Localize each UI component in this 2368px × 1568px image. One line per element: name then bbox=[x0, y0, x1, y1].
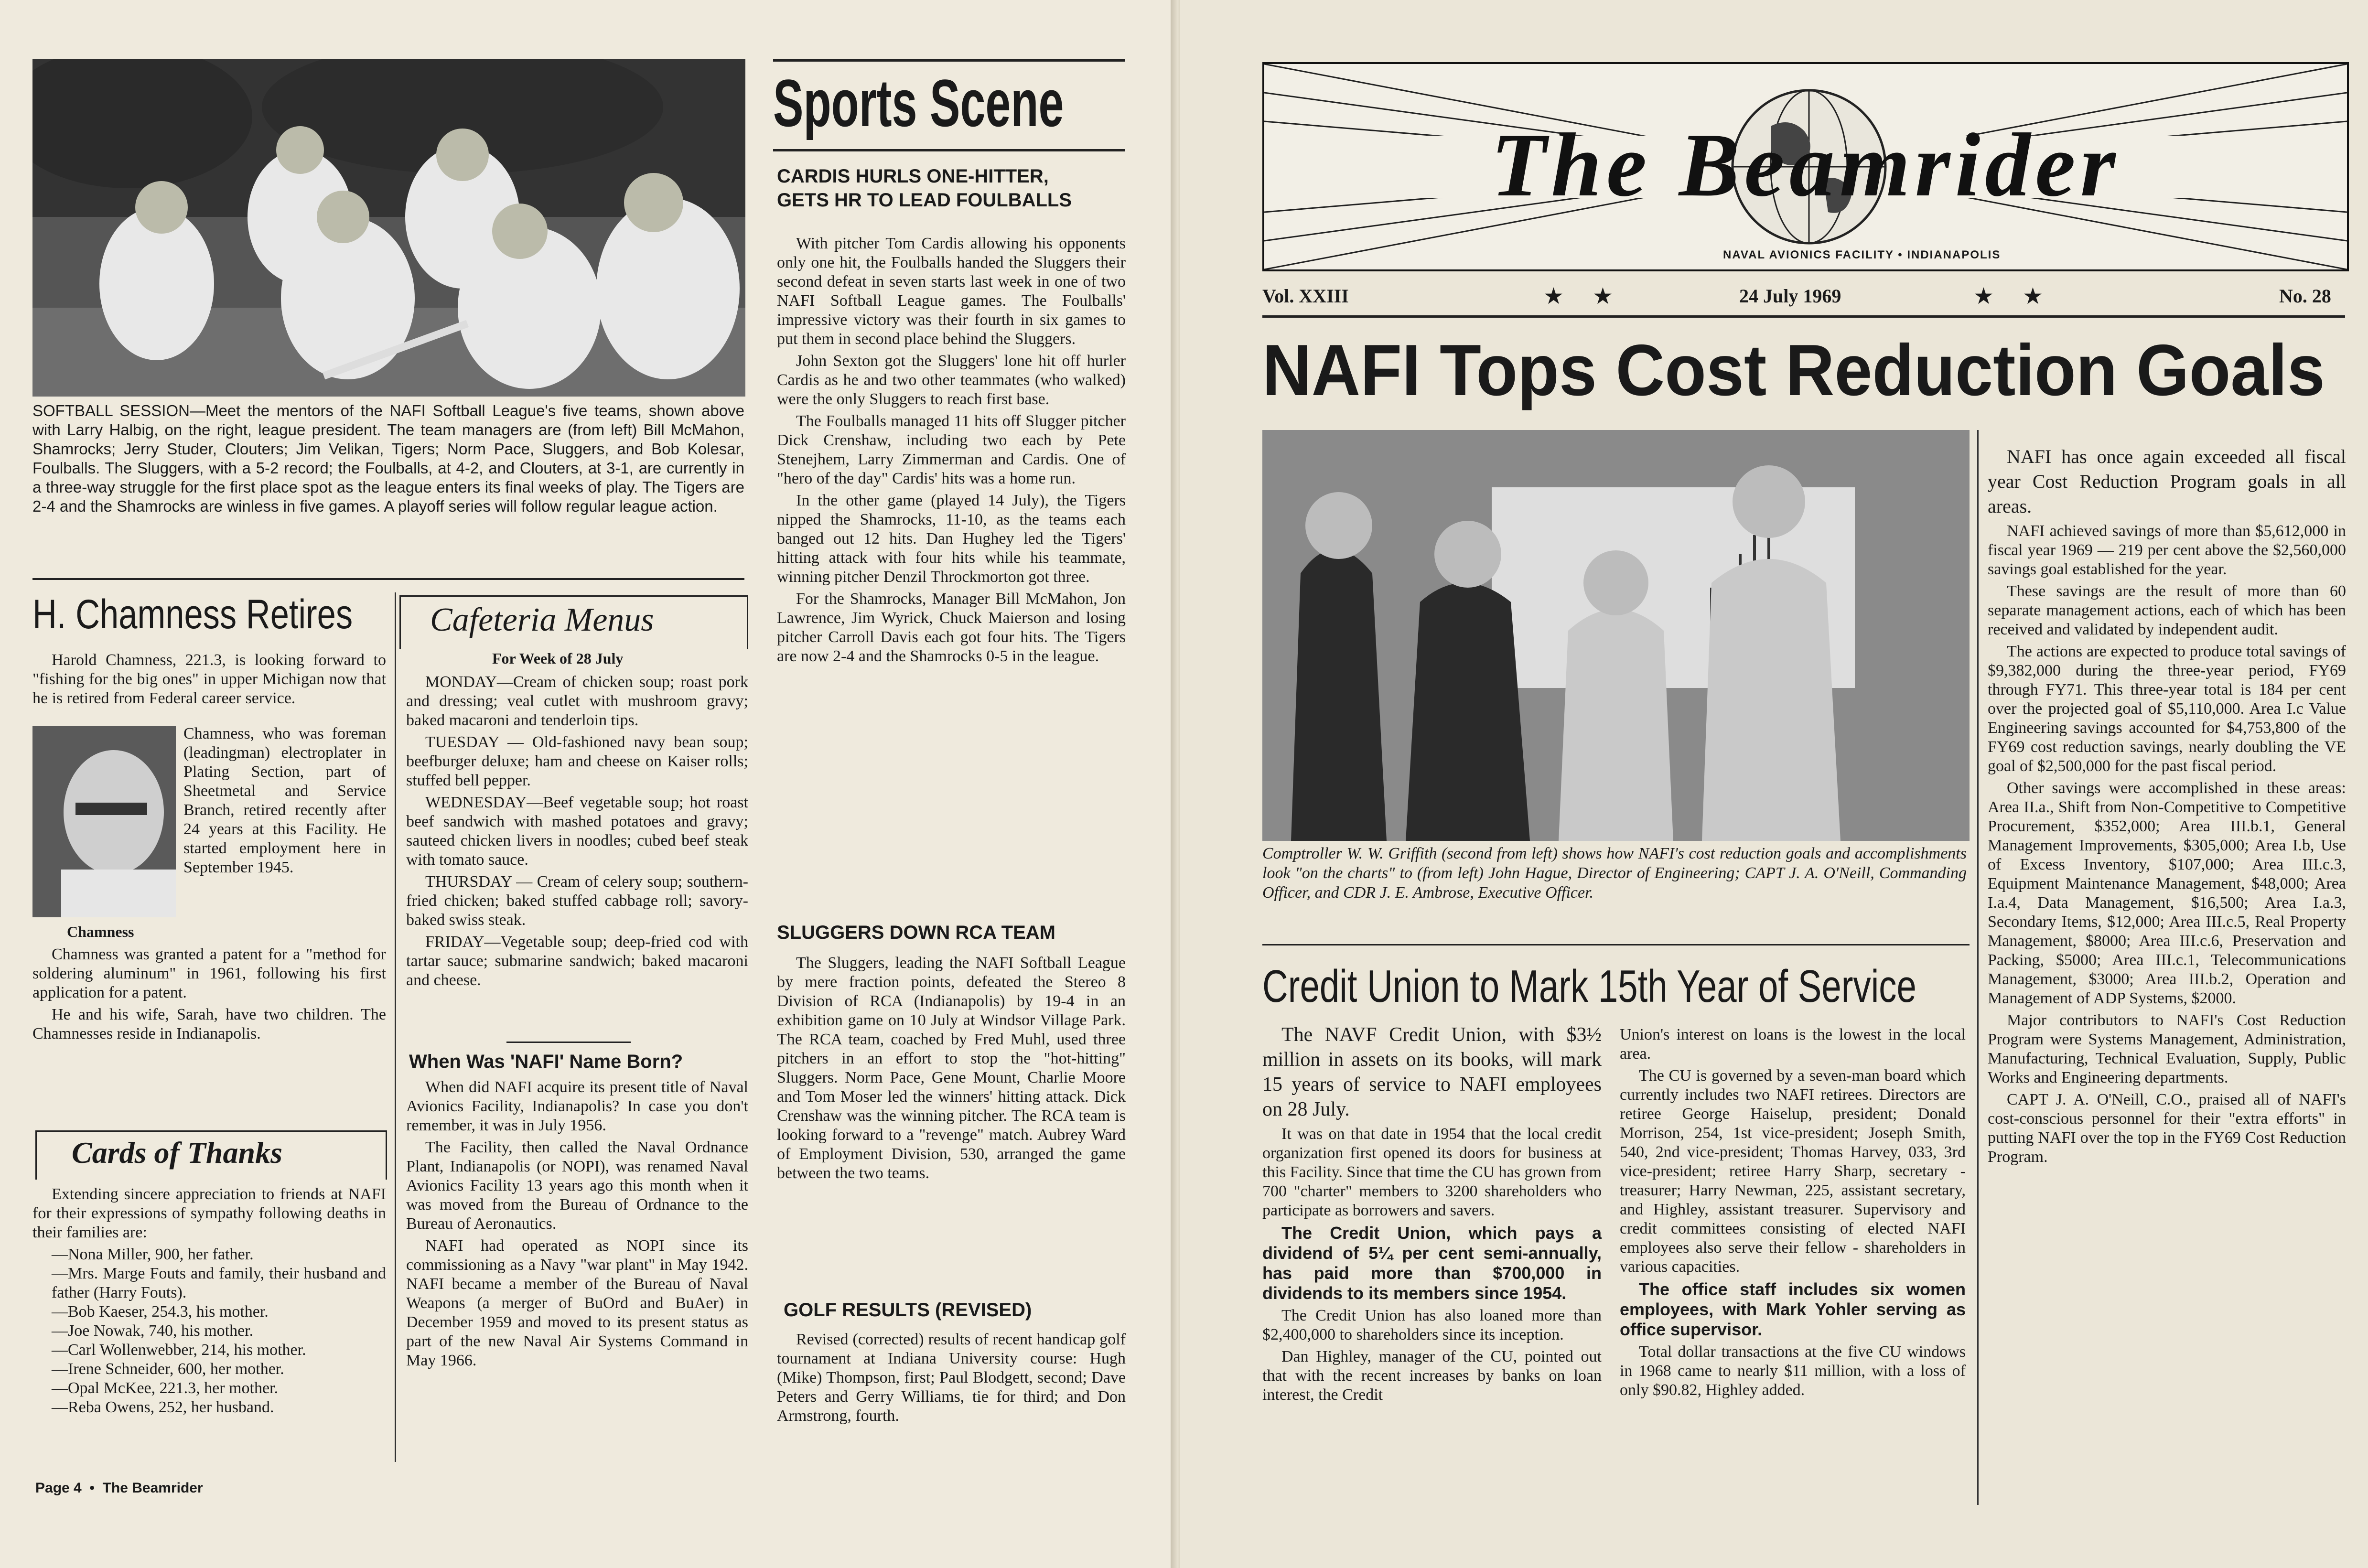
menu-friday: FRIDAY—Vegetable soup; deep-fried cod with tartar sauce; submarine sandwich; baked macaroni and cheese. bbox=[406, 933, 748, 989]
masthead-subtitle: NAVAL AVIONICS FACILITY • INDIANAPOLIS bbox=[1723, 248, 2001, 261]
cafeteria-week: For Week of 28 July bbox=[492, 650, 624, 667]
credit-union-bold1: The Credit Union, which pays a dividend of 5¼ per cent semi-annually, has paid more than $700,000 in dividends to its members since 1954. bbox=[1262, 1223, 1602, 1303]
credit-union-bold2: The office staff includes six women employees, with Mark Yohler serving as office supervisor. bbox=[1620, 1279, 1966, 1339]
list-item: —Irene Schneider, 600, her mother. bbox=[52, 1360, 284, 1378]
list-item: —Mrs. Marge Fouts and family, their husband and father (Harry Fouts). bbox=[52, 1265, 386, 1301]
masthead-title: The Beamrider bbox=[1491, 115, 2120, 215]
cardis-headline-line2: GETS HR TO LEAD FOULBALLS bbox=[777, 190, 1072, 211]
nafi-name-headline: When Was 'NAFI' Name Born? bbox=[409, 1051, 683, 1072]
thanks-article bbox=[32, 1185, 386, 1417]
rca-p1: The Sluggers, leading the NAFI Softball League by mere fraction points, defeated the Stereo 8 Division of RCA (Indianapolis) by 19-4 in an exhibition game on 10 July at Windsor Village Park. The RCA team, coached by Fred Muhl, used three pitchers in an effort to stop the "hot-hitting" Sluggers. Norm Pace, Gene Mount, Charlie Moore and Tom Moser led the winners' hitting attack. Dick Crenshaw was the winning pitcher. The RCA team is looking forward to a "revenge" match. Aubrey Ward of Employment Division, 530, arranged the game between the two teams. bbox=[777, 954, 1126, 1182]
credit-union-p2: The Credit Union has also loaned more than $2,400,000 to shareholders since its inception. bbox=[1262, 1307, 1602, 1343]
lead-p2: NAFI achieved savings of more than $5,612,000 in fiscal year 1969 — 219 per cent above the $2,560,000 savings goal established for the year. bbox=[1988, 522, 2346, 578]
star-icon: ★ ★ bbox=[1973, 284, 2055, 309]
credit-union-p3: Dan Highley, manager of the CU, pointed out that with the recent increases by banks on loan interest, the Credit bbox=[1262, 1348, 1602, 1404]
credit-union-p6: Total dollar transactions at the five CU windows in 1968 came to nearly $11 million, with a loss of only $90.82, Highley added. bbox=[1620, 1343, 1966, 1399]
cardis-p4: In the other game (played 14 July), the Tigers nipped the Shamrocks, 11-10, as the teams each banged out 12 hits. Dan Hughey led the Tigers' hitting attack with four hits while his teammate, winning pitcher Denzil Throckmorton got three. bbox=[777, 492, 1126, 586]
chamness-photo-label: Chamness bbox=[67, 923, 134, 940]
issue-date: 24 July 1969 bbox=[1739, 285, 1841, 307]
chamness-p4: He and his wife, Sarah, have two children. The Chamnesses reside in Indianapolis. bbox=[32, 1006, 386, 1042]
nafi-name-article bbox=[406, 1078, 748, 1373]
rca-article bbox=[777, 954, 1126, 1186]
cafeteria-headline: Cafeteria Menus bbox=[430, 601, 654, 638]
list-item: —Carl Wollenwebber, 214, his mother. bbox=[52, 1341, 306, 1359]
star-icon: ★ ★ bbox=[1543, 284, 1625, 309]
credit-union-headline: Credit Union to Mark 15th Year of Service bbox=[1262, 961, 1916, 1012]
lead-p6: Major contributors to NAFI's Cost Reduction Program were Systems Management, Administration, Manufacturing, Technical Evaluation, Supply, Public Works and Engineering departments. bbox=[1988, 1011, 2346, 1086]
list-item: —Reba Owens, 252, her husband. bbox=[52, 1398, 274, 1416]
cardis-p2: John Sexton got the Sluggers' lone hit off hurler Cardis as he and two other teammates (who walked) were the only Sluggers to reach first base. bbox=[777, 352, 1126, 408]
cafeteria-menu bbox=[406, 673, 748, 993]
left-page bbox=[0, 0, 1175, 1568]
list-item: —Bob Kaeser, 254.3, his mother. bbox=[52, 1303, 269, 1321]
page-footer: Page 4 • The Beamrider bbox=[35, 1480, 203, 1496]
nafi-name-p2: The Facility, then called the Naval Ordnance Plant, Indianapolis (or NOPI), was renamed Naval Avionics Facility 13 years ago this month when it was moved from the Bureau of Ordnance to the Bureau of Aeronautics. bbox=[406, 1138, 748, 1233]
chamness-p2: Chamness, who was foreman (leadingman) electroplater in Plating Section, part of Sheetmetal and Service Branch, retired recently after 24 years at this Facility. He started employment here in September 1945. bbox=[183, 725, 386, 876]
credit-union-p5: The CU is governed by a seven-man board which currently includes two NAFI retirees. Directors are retiree George Haiselup, president; Donald Morrison, 254, 1st vice-president; Joseph Smith, 540, 2nd vice-president; Thomas Harvey, 033, 3rd vice-president; retiree Harry Sharp, secretary - treasurer; Harry Newman, 225, assistant secretary, and Highley, assistant treasurer. Supervisory and credit committees consisting of elected NAFI employees also serve their fellow - shareholders in various capacities. bbox=[1620, 1067, 1966, 1276]
lead-p1: NAFI has once again exceeded all fiscal year Cost Reduction Program goals in all areas. bbox=[1988, 446, 2346, 517]
credit-union-p1: It was on that date in 1954 that the local credit organization first opened its doors for business at this Facility. Since that time the CU has grown from 700 "charter" members to 3200 shareholders who participate as borrowers and savers. bbox=[1262, 1125, 1602, 1219]
issue-number: No. 28 bbox=[2279, 285, 2331, 307]
chamness-photo bbox=[32, 726, 176, 917]
credit-union-p4: Union's interest on loans is the lowest in the local area. bbox=[1620, 1026, 1966, 1063]
chamness-p1: Harold Chamness, 221.3, is looking forward to "fishing for the big ones" in upper Michigan now that he is retired from Federal career service. bbox=[32, 651, 386, 707]
masthead-box bbox=[1262, 62, 2349, 271]
right-page bbox=[1180, 0, 2368, 1568]
thanks-headline: Cards of Thanks bbox=[72, 1136, 282, 1170]
cardis-headline bbox=[777, 164, 1072, 212]
chamness-headline: H. Chamness Retires bbox=[32, 591, 353, 637]
lead-photo-caption: Comptroller W. W. Griffith (second from left) shows how NAFI's cost reduction goals and accomplishments look "on the charts" to (from left) John Hague, Director of Engineering; CAPT J. A. O'Neill, Commanding Officer, and CDR J. E. Ambrose, Executive Officer. bbox=[1262, 845, 1967, 902]
cardis-article bbox=[777, 234, 1126, 669]
list-item: —Nona Miller, 900, her father. bbox=[52, 1246, 254, 1263]
lead-p3: These savings are the result of more than 60 separate management actions, each of which has been received and validated by independent audit. bbox=[1988, 582, 2346, 638]
sports-masthead: Sports Scene bbox=[773, 65, 1064, 140]
cardis-headline-line1: CARDIS HURLS ONE-HITTER, bbox=[777, 166, 1049, 187]
credit-union-col1 bbox=[1262, 1022, 1602, 1407]
lead-photo bbox=[1262, 430, 1970, 841]
rca-headline: SLUGGERS DOWN RCA TEAM bbox=[777, 922, 1055, 943]
golf-p1: Revised (corrected) results of recent handicap golf tournament at Indiana University course: Hugh (Mike) Thompson, first; Paul Blodgett, second; Dave Peters and Gerry Williams, tie for third; and Don Armstrong, fourth. bbox=[777, 1331, 1126, 1425]
cardis-p5: For the Shamrocks, Manager Bill McMahon, Jon Lawrence, Jim Wyrick, Chuck Maierson and losing pitcher Carroll Davis each got four hits. The Tigers are now 2-4 and the Shamrocks 0-5 in the league. bbox=[777, 590, 1126, 665]
softball-photo bbox=[32, 59, 745, 397]
list-item: —Opal McKee, 221.3, her mother. bbox=[52, 1379, 278, 1397]
nafi-name-p3: NAFI had operated as NOPI since its commissioning as a Navy "war plant" in May 1942. NAFI became a member of the Bureau of Naval Weapons (a merger of BuOrd and BuAer) in December 1959 and moved to its present status as part of the new Naval Air Systems Command in May 1966. bbox=[406, 1237, 748, 1369]
lead-headline: NAFI Tops Cost Reduction Goals bbox=[1262, 330, 2325, 411]
menu-tuesday: TUESDAY — Old-fashioned navy bean soup; beefburger deluxe; ham and cheese on Kaiser rolls; stuffed bell pepper. bbox=[406, 733, 748, 789]
menu-thursday: THURSDAY — Cream of celery soup; southern-fried chicken; baked stuffed cabbage roll; savory-baked swiss steak. bbox=[406, 873, 748, 929]
thanks-list bbox=[32, 1245, 386, 1417]
softball-caption: SOFTBALL SESSION—Meet the mentors of the NAFI Softball League's five teams, shown above with Larry Halbig, on the right, league president. The team managers are (from left) Bill McMahon, Shamrocks; Jerry Studer, Clouters; Jim Velikan, Tigers; Norm Pace, Sluggers, and Bob Kolesar, Foulballs. The Sluggers, with a 5-2 record; the Foulballs, at 4-2, and Clouters, at 3-1, are currently in a three-way struggle for the first place spot as the league enters its final weeks of play. The Tigers are 2-4 and the Shamrocks are winless in five games. A playoff series will follow regular league action. bbox=[32, 402, 744, 515]
volume-label: Vol. XXIII bbox=[1262, 285, 1349, 307]
lead-p4: The actions are expected to produce total savings of $9,382,000 during the three-year period, FY69 through FY71. This three-year total is 184 per cent over the projected goal of $5,110,000. Area I.c Value Engineering savings accounted for $4,753,800 of the FY69 cost reduction savings, nearly doubling the VE goal of $2,500,000 for the past fiscal period. bbox=[1988, 643, 2346, 775]
list-item: —Joe Nowak, 740, his mother. bbox=[52, 1322, 254, 1340]
credit-union-col2 bbox=[1620, 1025, 1966, 1403]
lead-p7: CAPT J. A. O'Neill, C.O., praised all of NAFI's cost-conscious personnel for their "extra efforts" in putting NAFI over the top in the FY69 Cost Reduction Program. bbox=[1988, 1091, 2346, 1166]
thanks-intro: Extending sincere appreciation to friends at NAFI for their expressions of sympathy following deaths in their families are: bbox=[32, 1185, 386, 1241]
credit-union-lede: The NAVF Credit Union, with $3½ million in assets on its books, will mark 15 years of service to NAFI employees on 28 July. bbox=[1262, 1024, 1602, 1120]
chamness-rest bbox=[32, 945, 386, 1046]
lead-p5: Other savings were accomplished in these areas: Area II.a., Shift from Non-Competitive to Competitive Procurement, $352,000; Area III.b.1, General Management Improvements, $305,000; Area I.b, Use of Excess Inventory, $107,000; Area III.c.3, Equipment Maintenance Management, $48,000; Area I.a.4, Data Management, $16,500; Area I.a.3, Secondary Items, $12,000; Area III.c.5, Real Property Management, $8000; Area III.c.6, Preservation and Packing, $5000; Area III.c.1, Telecommunications Management, $3000; Area III.b.2, Operation and Management of ADP Systems, $2000. bbox=[1988, 779, 2346, 1007]
nafi-name-p1: When did NAFI acquire its present title of Naval Avionics Facility, Indianapolis? In case you don't remember, it was in July 1956. bbox=[406, 1078, 748, 1134]
lead-article bbox=[1988, 444, 2346, 1170]
menu-monday: MONDAY—Cream of chicken soup; roast pork and dressing; veal cutlet with mushroom gravy; baked macaroni and tenderloin tips. bbox=[406, 673, 748, 729]
golf-article bbox=[777, 1330, 1126, 1428]
chamness-p3: Chamness was granted a patent for a "method for soldering aluminum" in 1961, following his first application for a patent. bbox=[32, 945, 386, 1001]
cardis-p3: The Foulballs managed 11 hits off Slugger pitcher Dick Crenshaw, including two each by Pete Stenejhem, Larry Zimmerman and Cardis. One of "hero of the day" Cardis' hits was a home run. bbox=[777, 412, 1126, 487]
cardis-p1: With pitcher Tom Cardis allowing his opponents only one hit, the Foulballs handed the Sluggers their second defeat in seven starts last week in one of two NAFI Softball League games. The Foulballs' impressive victory was their fourth in six games to put them in second place behind the Sluggers. bbox=[777, 235, 1126, 348]
golf-headline: GOLF RESULTS (REVISED) bbox=[784, 1300, 1032, 1321]
chamness-article bbox=[32, 651, 386, 711]
menu-wednesday: WEDNESDAY—Beef vegetable soup; hot roast beef sandwich with mashed potatoes and gravy; sauteed chicken livers in noodles; cubed beef steak with tomato sauce. bbox=[406, 794, 748, 869]
